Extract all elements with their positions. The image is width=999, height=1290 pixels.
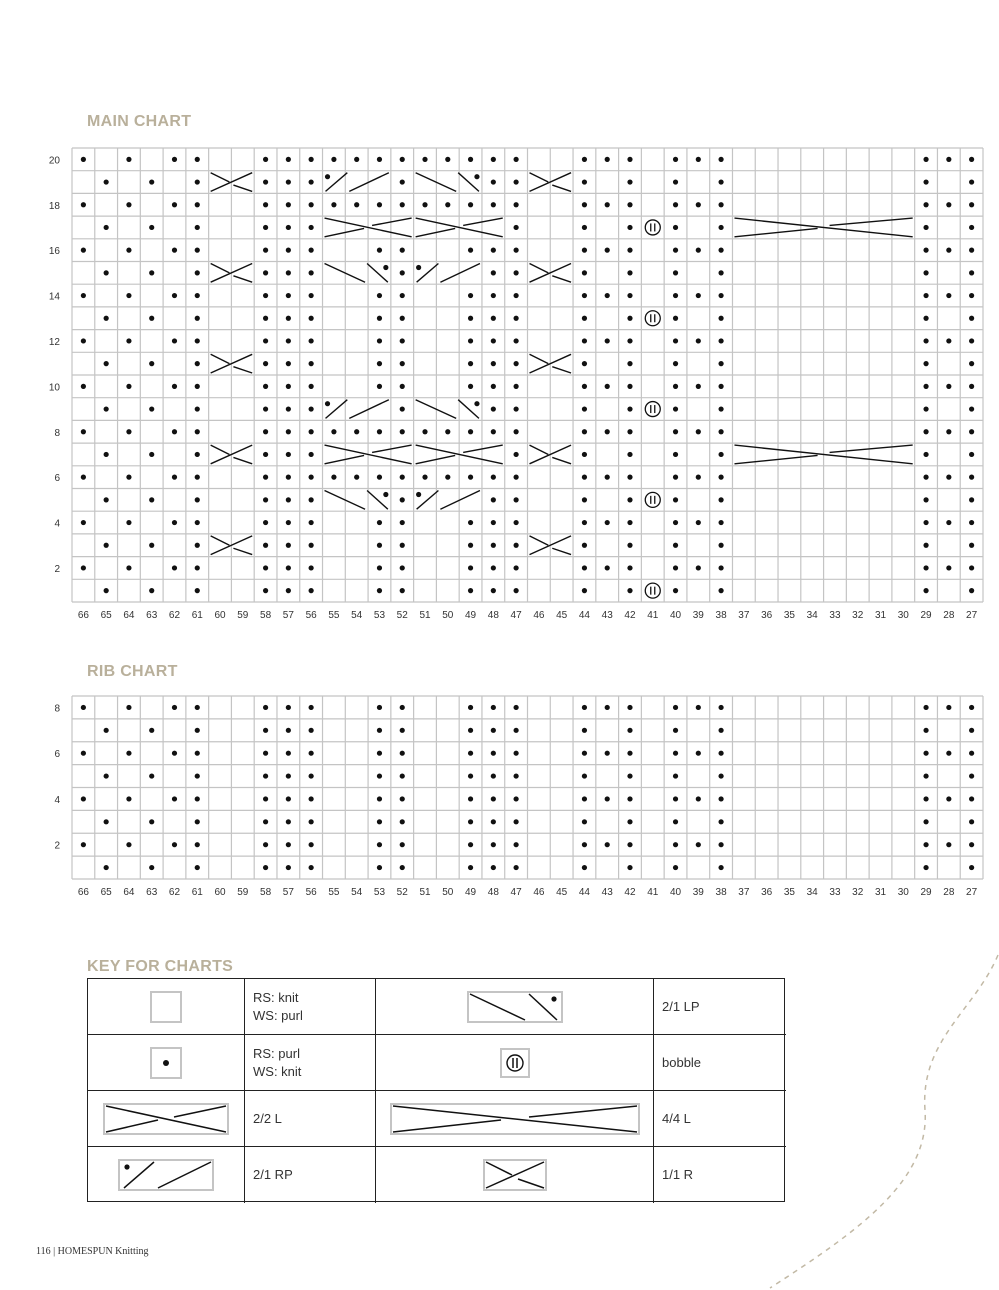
key-label-line: 1/1 R (662, 1167, 694, 1182)
rib-chart-stitch-number: 60 (214, 887, 226, 898)
rib-chart-stitch-number: 62 (168, 887, 181, 898)
rib-chart-stitch-number: 58 (260, 887, 272, 898)
main-chart-row-number: 10 (48, 382, 60, 394)
main-chart-stitch-number: 60 (214, 610, 226, 621)
main-chart-stitch-number: 35 (783, 610, 795, 621)
rib-chart-stitch-number: 56 (305, 887, 317, 898)
rib-chart-title: RIB CHART (87, 663, 178, 680)
main-chart-stitch-number: 64 (123, 610, 135, 621)
main-chart-row-number: 6 (54, 473, 60, 485)
main-chart-row-number: 4 (54, 518, 60, 530)
rib-chart-stitch-number: 27 (966, 887, 978, 898)
main-chart-stitch-number: 39 (692, 610, 704, 621)
rib-chart-stitch-number: 47 (510, 887, 522, 898)
main-chart-stitch-number: 45 (556, 610, 568, 621)
main-chart-stitch-number: 28 (943, 610, 955, 621)
main-chart-row-number: 20 (48, 155, 60, 167)
key-label-line: RS: purl (253, 1046, 300, 1061)
rib-chart-stitch-number: 34 (806, 887, 818, 898)
main-chart-stitch-number: 38 (715, 610, 727, 621)
key-label-line: WS: purl (253, 1008, 303, 1023)
main-chart-stitch-number: 54 (351, 610, 363, 621)
rib-chart-stitch-number: 59 (237, 887, 249, 898)
main-chart-stitch-number: 37 (738, 610, 750, 621)
main-chart-title: MAIN CHART (87, 113, 192, 130)
main-chart-stitch-number: 42 (624, 610, 636, 621)
rib-chart-stitch-number: 44 (578, 887, 590, 898)
main-chart-stitch-number: 32 (852, 610, 864, 621)
key-label-line: 4/4 L (662, 1111, 691, 1126)
page-number: 116 (36, 1246, 51, 1257)
main-chart-stitch-number: 55 (328, 610, 340, 621)
main-chart-stitch-number: 59 (237, 610, 249, 621)
main-chart-stitch-number: 52 (396, 610, 408, 621)
main-chart-stitch-number: 40 (669, 610, 682, 621)
rib-chart-stitch-number: 36 (761, 887, 773, 898)
main-chart-stitch-number: 27 (966, 610, 978, 621)
main-chart-stitch-number: 47 (510, 610, 522, 621)
rib-chart-stitch-number: 49 (465, 887, 477, 898)
page-footer (36, 1246, 149, 1257)
key-label-line: RS: knit (253, 990, 299, 1005)
main-chart-stitch-number: 62 (168, 610, 181, 621)
main-chart-row-number: 14 (48, 291, 60, 303)
main-chart-stitch-number: 53 (373, 610, 386, 621)
main-chart-stitch-number: 44 (578, 610, 590, 621)
key-label-line: 2/1 RP (253, 1167, 293, 1182)
main-chart-row-number: 12 (48, 336, 60, 348)
rib-chart-stitch-number: 64 (123, 887, 135, 898)
rib-chart-stitch-number: 32 (852, 887, 864, 898)
rib-chart-stitch-number: 30 (897, 887, 909, 898)
rib-chart-stitch-number: 45 (556, 887, 568, 898)
rib-chart-stitch-number: 54 (351, 887, 363, 898)
main-chart-stitch-number: 56 (305, 610, 317, 621)
main-chart-row-number: 18 (48, 200, 60, 212)
main-chart-stitch-number: 30 (897, 610, 909, 621)
rib-chart-stitch-number: 63 (146, 887, 158, 898)
main-chart-stitch-number: 49 (465, 610, 477, 621)
main-chart-stitch-number: 33 (829, 610, 841, 621)
key-label-line: bobble (662, 1055, 702, 1070)
rib-chart-stitch-number: 31 (874, 887, 887, 898)
main-chart-stitch-number: 43 (601, 610, 613, 621)
key-label-line: WS: knit (253, 1064, 302, 1079)
rib-chart-stitch-number: 51 (419, 887, 431, 898)
rib-chart-stitch-number: 50 (442, 887, 454, 898)
key-label-line: 2/2 L (253, 1111, 282, 1126)
rib-chart-stitch-number: 52 (396, 887, 408, 898)
main-chart-stitch-number: 29 (920, 610, 932, 621)
footer-separator: | (53, 1246, 56, 1257)
main-chart-stitch-number: 31 (874, 610, 887, 621)
rib-chart-stitch-number: 53 (373, 887, 386, 898)
main-chart-stitch-number: 48 (487, 610, 499, 621)
rib-chart-stitch-number: 66 (77, 887, 89, 898)
rib-chart-stitch-number: 55 (328, 887, 340, 898)
rib-chart-stitch-number: 57 (282, 887, 294, 898)
rib-chart-stitch-number: 65 (100, 887, 112, 898)
rib-chart-stitch-number: 42 (624, 887, 636, 898)
rib-chart-stitch-number: 39 (692, 887, 704, 898)
main-chart-row-number: 2 (54, 563, 60, 575)
main-chart-row-number: 16 (48, 246, 60, 258)
rib-chart-row-number: 6 (54, 749, 60, 761)
rib-chart-stitch-number: 48 (487, 887, 499, 898)
rib-chart-stitch-number: 61 (191, 887, 203, 898)
main-chart-stitch-number: 65 (100, 610, 112, 621)
main-chart-stitch-number: 63 (146, 610, 158, 621)
key-title: KEY FOR CHARTS (87, 958, 234, 975)
publication-name: HOMESPUN Knitting (57, 1246, 149, 1257)
rib-chart-stitch-number: 40 (669, 887, 682, 898)
rib-chart-stitch-number: 43 (601, 887, 613, 898)
main-chart-stitch-number: 50 (442, 610, 454, 621)
rib-chart-stitch-number: 35 (783, 887, 795, 898)
key-label-line: 2/1 LP (662, 999, 700, 1014)
main-chart-stitch-number: 61 (191, 610, 203, 621)
main-chart-stitch-number: 41 (647, 610, 659, 621)
main-chart-stitch-number: 57 (282, 610, 294, 621)
rib-chart-stitch-number: 41 (647, 887, 659, 898)
main-chart-row-number: 8 (54, 427, 60, 439)
main-chart-stitch-number: 34 (806, 610, 818, 621)
rib-chart-stitch-number: 29 (920, 887, 932, 898)
main-chart-stitch-number: 36 (761, 610, 773, 621)
main-chart-stitch-number: 58 (260, 610, 272, 621)
rib-chart-row-number: 4 (54, 794, 60, 806)
rib-chart-row-number: 2 (54, 840, 60, 852)
rib-chart-stitch-number: 38 (715, 887, 727, 898)
main-chart-stitch-number: 66 (77, 610, 89, 621)
main-chart-stitch-number: 46 (533, 610, 545, 621)
rib-chart-row-number: 8 (54, 703, 60, 715)
rib-chart-stitch-number: 46 (533, 887, 545, 898)
rib-chart-stitch-number: 33 (829, 887, 841, 898)
rib-chart-stitch-number: 28 (943, 887, 955, 898)
main-chart-stitch-number: 51 (419, 610, 431, 621)
rib-chart-stitch-number: 37 (738, 887, 750, 898)
